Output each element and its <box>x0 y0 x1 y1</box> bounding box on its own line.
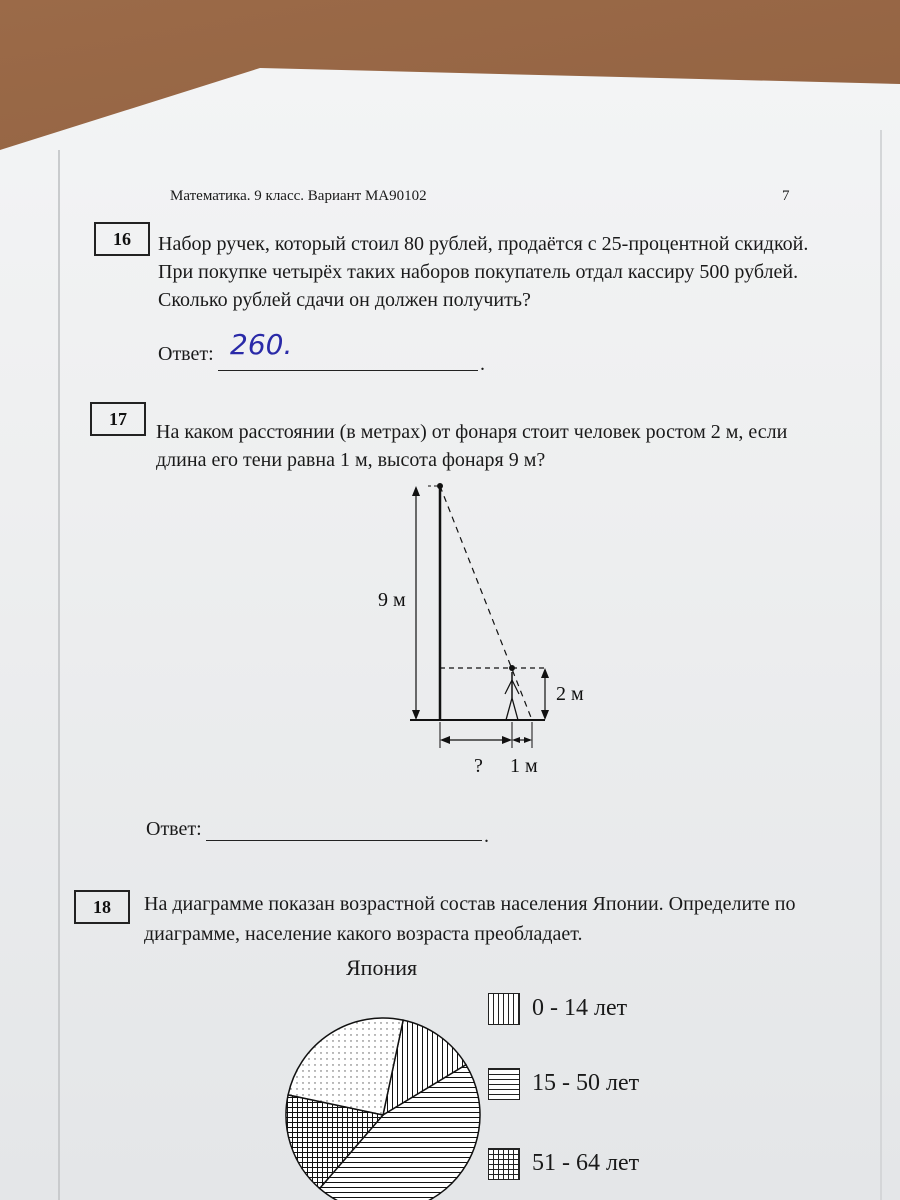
question-16-number: 16 <box>94 222 150 256</box>
shadow-length-label: 1 м <box>510 755 538 777</box>
question-18-number: 18 <box>74 890 130 924</box>
legend-swatch-15-50 <box>488 1068 520 1100</box>
question-16-line-2: При покупке четырёх таких наборов покупатель отдал кассиру 500 рублей. <box>158 261 799 283</box>
question-18-line-2: диаграмме, население какого возраста преобладает. <box>144 923 583 945</box>
question-16-line-1: Набор ручек, который стоил 80 рублей, продаётся с 25-процентной скидкой. <box>158 233 809 255</box>
legend-swatch-0-14 <box>488 993 520 1025</box>
person-height-label: 2 м <box>556 683 584 705</box>
chart-title: Япония <box>346 955 418 980</box>
legend-label-0-14: 0 - 14 лет <box>532 995 628 1021</box>
question-17-answer-end: . <box>484 825 489 847</box>
question-16-answer-label: Ответ: <box>158 343 214 365</box>
question-16-line-3: Сколько рублей сдачи он должен получить? <box>158 289 531 311</box>
page-header-title: Математика. 9 класс. Вариант МА90102 <box>170 188 427 204</box>
question-17-number: 17 <box>90 402 146 436</box>
question-16-handwritten-answer: 260. <box>230 328 293 361</box>
lamp-height-label: 9 м <box>378 589 406 611</box>
legend-label-15-50: 15 - 50 лет <box>532 1070 640 1096</box>
question-18-line-1: На диаграмме показан возрастной состав населения Японии. Определите по <box>144 893 796 915</box>
page-number: 7 <box>782 188 790 204</box>
legend-label-51-64: 51 - 64 лет <box>532 1150 640 1176</box>
unknown-distance-label: ? <box>474 755 483 777</box>
question-17-line-2: длина его тени равна 1 м, высота фонаря 9 м? <box>156 449 546 471</box>
question-17-answer-label: Ответ: <box>146 818 202 840</box>
legend-swatch-51-64 <box>488 1148 520 1180</box>
question-16-answer-end: . <box>480 353 485 375</box>
question-17-line-1: На каком расстоянии (в метрах) от фонаря стоит человек ростом 2 м, если <box>156 421 788 443</box>
